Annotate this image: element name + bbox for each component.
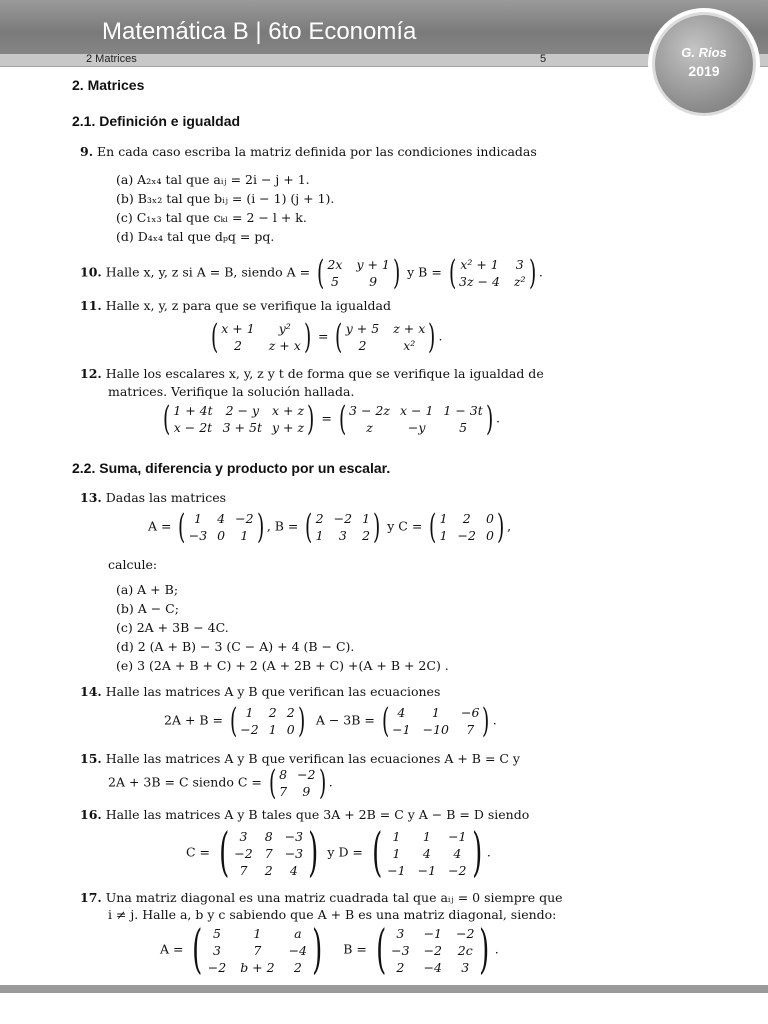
matrix-cell: 3z − 4 (459, 274, 500, 289)
matrix-label: y C = (387, 518, 423, 534)
matrix-cell: 2x (327, 257, 343, 272)
matrix-cell: −4 (423, 959, 443, 975)
matrix-label: A = (160, 941, 184, 957)
exercise-number: 10. (80, 264, 102, 280)
exercise-text: Halle las matrices A y B que verifican las ecuaciones (105, 684, 441, 699)
exercise-text: En cada caso escriba la matriz definida por las condiciones indicadas (97, 144, 537, 159)
punctuation: , (507, 518, 512, 534)
subsection-heading: 2.1. Definición e igualdad (72, 113, 241, 129)
matrix-cell: −y (407, 420, 426, 435)
matrix-cell: −3 (391, 942, 410, 958)
matrix-cell: 5 (213, 925, 221, 941)
matrix-cell: −3 (284, 845, 304, 861)
matrix-c: ( 1 2 0 1 −2 0 ) (429, 507, 505, 547)
punctuation: . (438, 328, 443, 344)
exercise-11 (80, 298, 391, 313)
matrix-d: ( 1 1 −1 1 4 4 −1 −1 −2 ) (371, 823, 482, 883)
punctuation: . (486, 844, 491, 860)
matrix-cell: 1 (439, 528, 448, 543)
exercise-15-line2 (108, 763, 333, 803)
matrix-cell: 2 (358, 338, 367, 353)
matrix-cell: 2 (293, 959, 302, 975)
badge-year: 2019 (688, 63, 720, 79)
matrix-cell: −1 (423, 925, 443, 941)
exercise-17 (80, 890, 563, 905)
matrix-cell: 1 (253, 925, 262, 941)
matrix-cell: 0 (485, 511, 494, 526)
matrix-cell: 0 (217, 528, 226, 543)
matrix-b: ( 2 −2 1 1 3 2 ) (305, 507, 381, 547)
matrix-b: ( x² + 1 3 3z − 4 z² ) (448, 253, 536, 293)
matrix-cell: y + z (271, 420, 305, 435)
matrix-cell: y + 5 (345, 321, 380, 336)
matrix-cell: 8 (264, 828, 273, 844)
matrix-cell: −2 (297, 767, 316, 782)
exercise-14 (80, 684, 440, 699)
punctuation: . (494, 941, 499, 957)
exercise-text: Halle x, y, z para que se verifique la igualdad (105, 298, 391, 313)
punctuation: . (538, 264, 543, 280)
matrix-cell: 2 (462, 511, 471, 526)
matrix-cell: b + 2 (240, 959, 275, 975)
list-item: (e) 3 (2A + B + C) + 2 (A + 2B + C) +(A + B + 2C) . (116, 658, 449, 673)
matrix-cell: 2 (286, 705, 295, 720)
matrix-c: ( 3 8 −3 −2 7 −3 7 2 4 ) (219, 823, 319, 883)
matrix-cell: 3 (396, 925, 405, 941)
matrix-cell: −2 (234, 845, 253, 861)
matrix-cell: 7 (239, 862, 248, 878)
exercise-text: Halle los escalares x, y, z y t de forma que se verifique la igualdad de (105, 366, 544, 381)
exercise-text: Dadas las matrices (105, 490, 227, 505)
matrix-cell: 2 (396, 959, 405, 975)
exercise-number: 14. (80, 684, 102, 699)
matrix-cell: a (294, 925, 302, 941)
exercise-text: i ≠ j. Halle a, b y c sabiendo que A + B es una matriz diagonal, siendo: (108, 907, 557, 922)
matrix-cell: 2 (268, 705, 277, 720)
exercise-16 (80, 807, 529, 822)
matrix-cell: 2 (362, 528, 371, 543)
matrix-cell: −6 (460, 705, 480, 720)
matrix-a: ( 2x y + 1 5 9 ) (317, 253, 401, 293)
list-item: (c) 2A + 3B − 4C. (116, 620, 229, 635)
matrix-cell: 1 (431, 705, 440, 720)
matrix-cell: z (366, 420, 373, 435)
exercise-text: Una matriz diagonal es una matriz cuadrada tal que aᵢⱼ = 0 siempre que (105, 890, 563, 905)
list-item: (b) A − C; (116, 601, 179, 616)
matrix-cell: z + x (268, 338, 301, 353)
exercise-15 (80, 751, 520, 766)
list-item: (d) 2 (A + B) − 3 (C − A) + 4 (B − C). (116, 639, 355, 654)
matrix-cell: 1 (362, 511, 371, 526)
matrix-cell: −2 (333, 511, 353, 526)
punctuation: . (328, 774, 333, 790)
author-badge (655, 15, 753, 113)
matrix-cell: 1 (422, 828, 431, 844)
exercise-9 (80, 144, 537, 159)
matrix-cell: 1 − 3t (443, 403, 483, 418)
matrix-cell: 2c (457, 942, 473, 958)
matrix-cell: −1 (448, 828, 467, 844)
exercise-text: y B = (407, 264, 442, 280)
exercise-text: Halle x, y, z si A = B, siendo A = (105, 264, 311, 280)
equation-17 (160, 920, 499, 980)
matrix-cell: 7 (253, 942, 262, 958)
equation-11 (208, 317, 443, 357)
exercise-text: Halle las matrices A y B tales que 3A + 2B = C y A − B = D siendo (105, 807, 530, 822)
matrix-cell: 1 (439, 511, 448, 526)
matrix-cell: −4 (288, 942, 308, 958)
matrix-c: ( 8 −2 7 9 ) (268, 763, 326, 803)
matrix-cell: −2 (457, 528, 476, 543)
matrix-cell: 1 (193, 511, 202, 526)
matrix-cell: x² (403, 338, 416, 353)
punctuation: . (496, 410, 501, 426)
matrix-cell: 7 (279, 784, 288, 799)
matrix-cell: 3 − 2z (349, 403, 390, 418)
equation-label: A − 3B = (315, 712, 375, 728)
matrix-cell: −1 (392, 722, 411, 737)
matrix-cell: 1 + 4t (173, 403, 213, 418)
matrix-cell: 7 (264, 845, 273, 861)
matrix-cell: 1 (315, 528, 324, 543)
matrix-label: , B = (266, 518, 299, 534)
matrix-cell: 5 (330, 274, 339, 289)
matrix-cell: 9 (369, 274, 378, 289)
matrix-cell: 5 (459, 420, 468, 435)
matrix-m1: ( 1 2 2 −2 1 0 ) (230, 701, 305, 741)
matrix-cell: 7 (466, 722, 475, 737)
page-number: 5 (540, 53, 547, 65)
matrix-cell: 1 (392, 828, 401, 844)
exercise-number: 9. (80, 144, 94, 159)
exercise-number: 16. (80, 807, 102, 822)
punctuation: . (492, 712, 497, 728)
matrix-cell: 3 (213, 942, 221, 958)
matrix-m2: ( 4 1 −6 −1 −10 7 ) (381, 701, 490, 741)
matrix-cell: −2 (456, 925, 475, 941)
list-item: (b) B₃ₓ₂ tal que bᵢⱼ = (i − 1) (j + 1). (116, 191, 335, 206)
matrix-cell: −1 (387, 862, 406, 878)
matrix-cell: x + 1 (221, 321, 255, 336)
matrix-cell: −2 (235, 511, 254, 526)
matrix-label: B = (343, 941, 367, 957)
matrix-cell: −2 (448, 862, 467, 878)
exercise-text: Halle las matrices A y B que verifican las ecuaciones A + B = C y (105, 751, 520, 766)
matrix-left: ( x + 1 y² 2 z + x ) (210, 317, 312, 357)
matrix-cell: 2 (264, 862, 273, 878)
matrix-label: C = (186, 844, 211, 860)
matrix-cell: z² (513, 274, 526, 289)
matrix-label: y D = (327, 844, 363, 860)
matrix-cell: 2 (315, 511, 324, 526)
equation-14 (164, 701, 497, 741)
equals-sign: = (321, 410, 332, 426)
matrix-cell: 3 + 5t (222, 420, 262, 435)
matrix-cell: −2 (240, 722, 259, 737)
matrix-cell: −3 (284, 828, 304, 844)
matrix-label: A = (148, 518, 172, 534)
matrix-left: ( 1 + 4t 2 − y x + z x − 2t 3 + 5t y + z ) (162, 399, 315, 439)
matrix-cell: 3 (338, 528, 347, 543)
matrix-cell: 4 (397, 705, 406, 720)
matrix-cell: x − 2t (173, 420, 213, 435)
matrix-cell: 3 (239, 828, 248, 844)
matrix-cell: 2 − y (225, 403, 260, 418)
section-heading: 2. Matrices (72, 77, 145, 93)
matrix-cell: 1 (268, 722, 277, 737)
exercise-number: 17. (80, 890, 102, 905)
exercise-number: 12. (80, 366, 102, 381)
matrix-cell: −3 (188, 528, 208, 543)
list-item: (a) A + B; (116, 582, 179, 597)
equation-13 (148, 507, 512, 547)
exercise-text: calcule: (108, 557, 158, 572)
list-item: (a) A₂ₓ₄ tal que aᵢⱼ = 2i − j + 1. (116, 172, 310, 187)
exercise-number: 11. (80, 298, 102, 313)
matrix-b: ( 3 −1 −2 −3 −2 2c 2 −4 3 ) (375, 920, 490, 980)
matrix-cell: 4 (453, 845, 462, 861)
matrix-cell: −2 (207, 959, 227, 975)
matrix-cell: 4 (422, 845, 431, 861)
subsection-heading: 2.2. Suma, diferencia y producto por un escalar. (72, 460, 391, 476)
exercise-13 (80, 490, 226, 505)
matrix-cell: 3 (515, 257, 524, 272)
matrix-a: ( 1 4 −2 −3 0 1 ) (178, 507, 264, 547)
matrix-cell: x − 1 (399, 403, 434, 418)
equation-label: 2A + B = (164, 712, 224, 728)
exercise-number: 15. (80, 751, 102, 766)
exercise-text: 2A + 3B = C siendo C = (108, 774, 262, 790)
matrix-cell: x² + 1 (460, 257, 499, 272)
matrix-cell: 8 (279, 767, 288, 782)
matrix-cell: 3 (461, 959, 470, 975)
running-section: 2 Matrices (86, 53, 137, 65)
document-title: Matemática B | 6to Economía (102, 18, 417, 45)
matrix-cell: −1 (417, 862, 437, 878)
matrix-cell: z + x (393, 321, 426, 336)
list-item: (d) D₄ₓ₄ tal que dₚq = pq. (116, 229, 275, 244)
matrix-cell: 1 (392, 845, 401, 861)
footer-bar (0, 985, 768, 993)
matrix-cell: 1 (240, 528, 249, 543)
exercise-12 (80, 366, 544, 381)
matrix-cell: 4 (289, 862, 298, 878)
matrix-cell: 2 (234, 338, 242, 353)
matrix-cell: −10 (422, 722, 449, 737)
equals-sign: = (318, 328, 329, 344)
matrix-cell: x + z (271, 403, 305, 418)
equation-12 (160, 399, 501, 439)
exercise-number: 13. (80, 490, 102, 505)
matrix-cell: 0 (485, 528, 494, 543)
matrix-cell: y² (278, 321, 291, 336)
list-item: (c) C₁ₓ₃ tal que cₖₗ = 2 − l + k. (116, 210, 307, 225)
matrix-cell: 1 (245, 705, 254, 720)
matrix-cell: y + 1 (356, 257, 390, 272)
matrix-cell: −2 (423, 942, 443, 958)
equation-16 (186, 823, 491, 883)
matrix-cell: 4 (217, 511, 226, 526)
matrix-cell: 0 (286, 722, 295, 737)
exercise-10 (80, 253, 543, 293)
matrix-cell: 9 (302, 784, 311, 799)
exercise-text: matrices. Verifique la solución hallada. (108, 384, 355, 399)
matrix-right: ( y + 5 z + x 2 x² ) (335, 317, 436, 357)
badge-author-name: G. Rios (681, 45, 727, 60)
matrix-a: ( 5 1 a 3 7 −4 −2 b + 2 2 ) (192, 920, 323, 980)
matrix-right: ( 3 − 2z x − 1 1 − 3t z −y 5 ) (338, 399, 494, 439)
